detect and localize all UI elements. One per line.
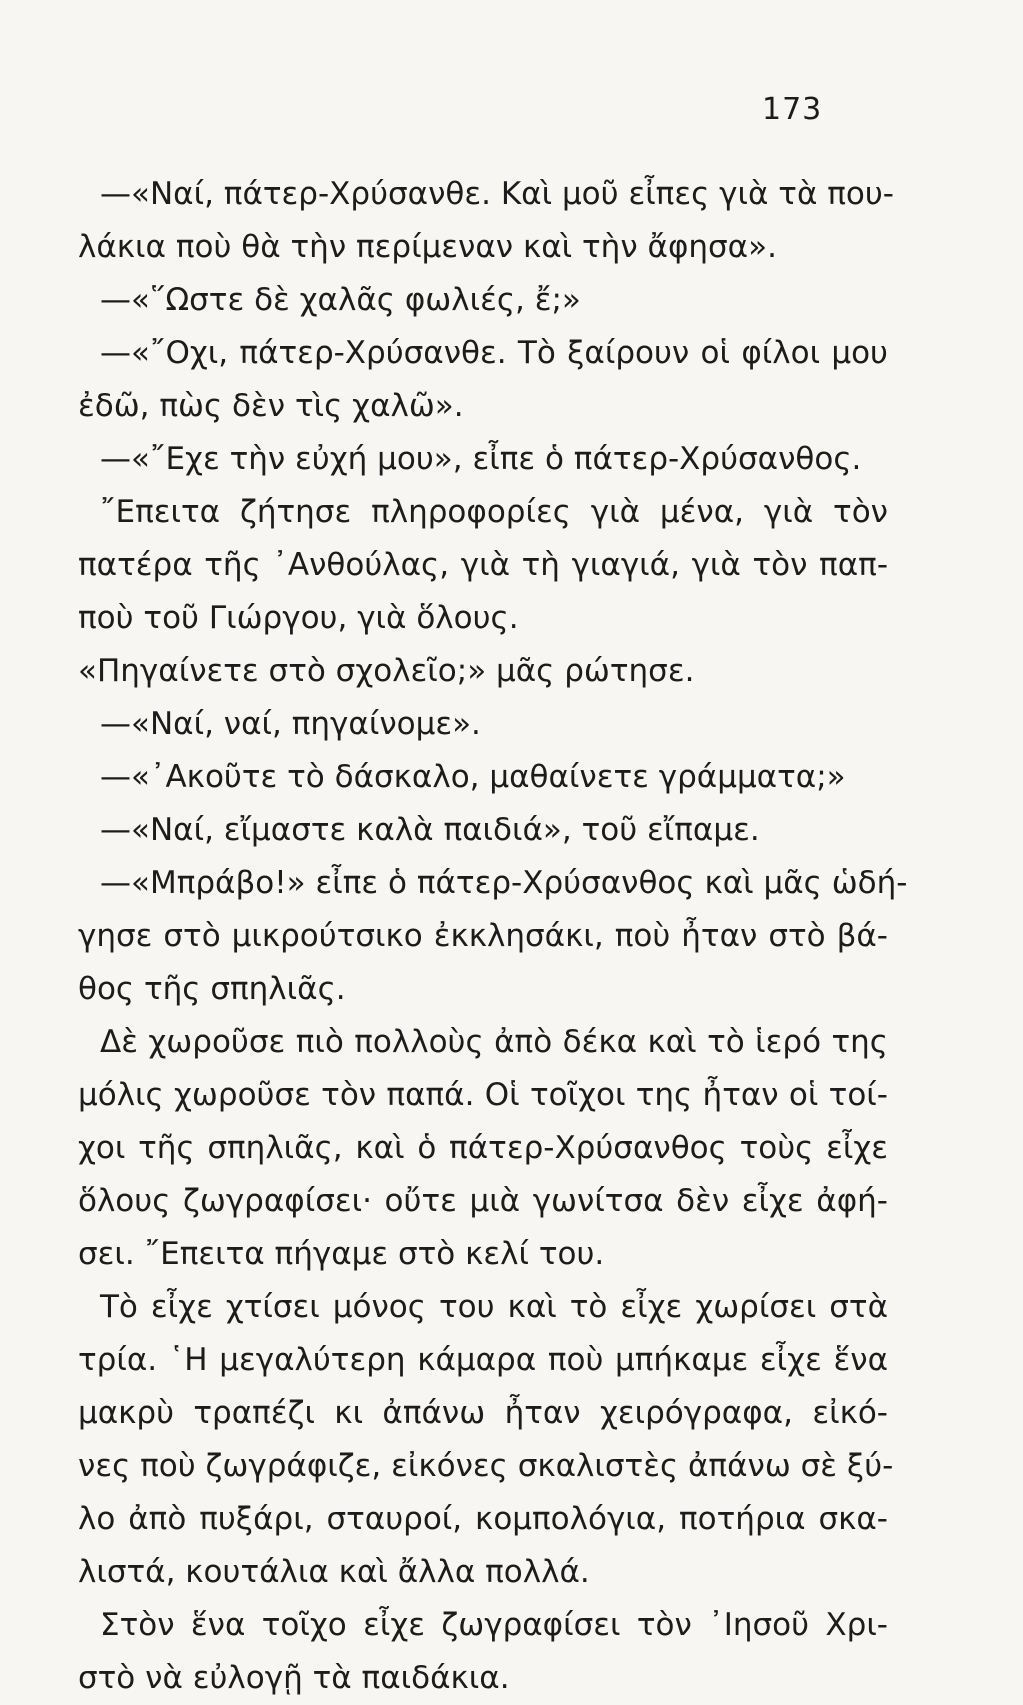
text-line: —«῎Εχε τὴν εὐχή μου», εἶπε ὁ πάτερ-Χρύσανθος. (100, 441, 862, 477)
text-line: —«῎Οχι, πάτερ-Χρύσανθε. Τὸ ξαίρουν οἱ φίλοι μου (100, 335, 888, 371)
text-line: «Πηγαίνετε στὸ σχολεῖο;» μᾶς ρώτησε. (78, 653, 695, 689)
text-line: χοι τῆς σπηλιᾶς, καὶ ὁ πάτερ-Χρύσανθος τοὺς εἶχε (78, 1130, 888, 1166)
text-line: νες ποὺ ζωγράφιζε, εἰκόνες σκαλιστὲς ἀπάνω σὲ ξύ- (78, 1448, 894, 1484)
text-line: στὸ νὰ εὐλογῇ τὰ παιδάκια. (78, 1660, 510, 1696)
text-line: πατέρα τῆς ᾿Ανθούλας, γιὰ τὴ γιαγιά, γιὰ τὸν παπ- (78, 547, 888, 583)
text-line: γησε στὸ μικρούτσικο ἐκκλησάκι, ποὺ ἦταν στὸ βά- (78, 918, 888, 954)
text-line: λιστά, κουτάλια καὶ ἄλλα πολλά. (78, 1554, 590, 1590)
text-line: ποὺ τοῦ Γιώργου, γιὰ ὅλους. (78, 600, 519, 636)
text-line: σει. ῎Επειτα πήγαμε στὸ κελί του. (78, 1236, 605, 1272)
text-line: ἐδῶ, πὼς δὲν τὶς χαλῶ». (78, 388, 464, 424)
text-line: λάκια ποὺ θὰ τὴν περίμεναν καὶ τὴν ἄφησα». (78, 229, 777, 265)
text-line: θος τῆς σπηλιᾶς. (78, 971, 346, 1007)
page-number: 173 (762, 92, 823, 127)
text-line: —«῞Ωστε δὲ χαλᾶς φωλιές, ἔ;» (100, 282, 581, 318)
text-line: —«Ναί, πάτερ-Χρύσανθε. Καὶ μοῦ εἶπες γιὰ τὰ που- (100, 176, 894, 212)
body-text (78, 168, 908, 1705)
text-line: Δὲ χωροῦσε πιὸ πολλοὺς ἀπὸ δέκα καὶ τὸ ἱερό της (100, 1024, 888, 1060)
text-line: ὅλους ζωγραφίσει· οὔτε μιὰ γωνίτσα δὲν εἶχε ἀφή- (78, 1183, 888, 1219)
text-line: —«Ναί, εἴμαστε καλὰ παιδιά», τοῦ εἴπαμε. (100, 812, 760, 848)
text-line: ῎Επειτα ζήτησε πληροφορίες γιὰ μένα, γιὰ τὸν (100, 494, 888, 530)
text-line: λο ἀπὸ πυξάρι, σταυροί, κομπολόγια, ποτήρια σκα- (78, 1501, 888, 1537)
text-line: τρία. ῾Η μεγαλύτερη κάμαρα ποὺ μπήκαμε εἶχε ἕνα (78, 1342, 888, 1378)
text-line: μακρὺ τραπέζι κι ἀπάνω ἦταν χειρόγραφα, εἰκό- (78, 1395, 888, 1431)
text-line: Στὸν ἕνα τοῖχο εἶχε ζωγραφίσει τὸν ᾿Ιησοῦ Χρι- (100, 1607, 888, 1643)
text-line: —«Μπράβο!» εἶπε ὁ πάτερ-Χρύσανθος καὶ μᾶς ὡδή- (100, 865, 908, 901)
text-line: —«Ναί, ναί, πηγαίνομε». (100, 706, 481, 742)
text-line: Τὸ εἶχε χτίσει μόνος του καὶ τὸ εἶχε χωρίσει στὰ (100, 1289, 888, 1325)
text-line: —«᾿Ακοῦτε τὸ δάσκαλο, μαθαίνετε γράμματα;» (100, 759, 846, 795)
text-line: μόλις χωροῦσε τὸν παπά. Οἱ τοῖχοι της ἦταν οἱ τοί- (78, 1077, 888, 1113)
